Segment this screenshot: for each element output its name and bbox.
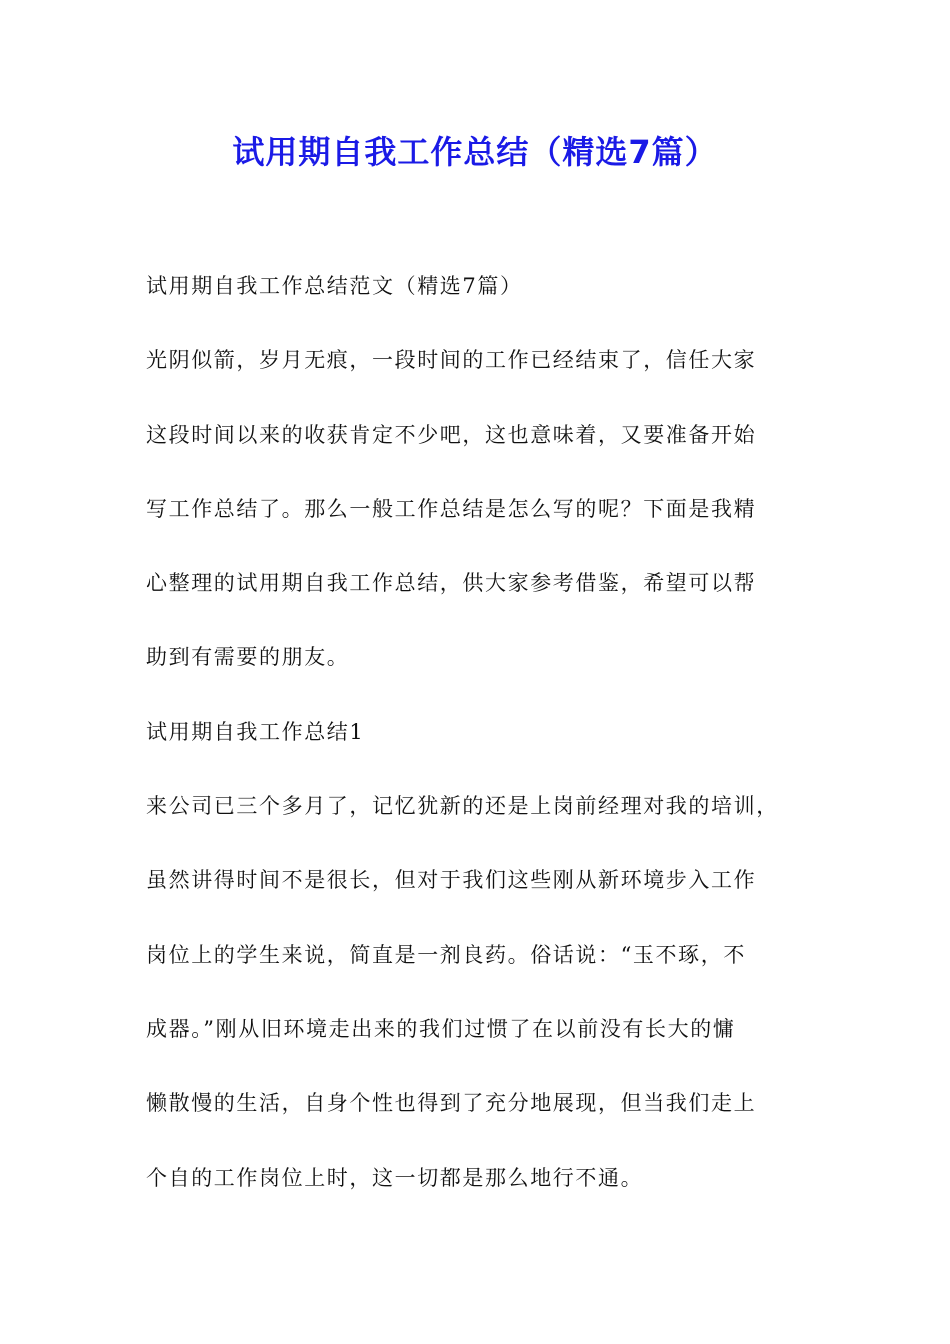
paragraph-line: 来公司已三个多月了，记忆犹新的还是上岗前经理对我的培训， (146, 794, 779, 819)
paragraph-line: 写工作总结了。那么一般工作总结是怎么写的呢？下面是我精 (146, 496, 757, 521)
section-heading: 试用期自我工作总结1 (146, 719, 365, 744)
paragraph-line: 岗位上的学生来说，简直是一剂良药。俗话说：“玉不琢，不 (146, 942, 746, 967)
document-title: 试用期自我工作总结（精选7篇） (232, 133, 718, 171)
subtitle-line: 试用期自我工作总结范文（精选7篇） (146, 274, 523, 298)
paragraph-line: 光阴似箭，岁月无痕，一段时间的工作已经结束了，信任大家 (146, 348, 757, 373)
paragraph-line: 虽然讲得时间不是很长，但对于我们这些刚从新环境步入工作 (146, 868, 757, 893)
paragraph-line: 心整理的试用期自我工作总结，供大家参考借鉴，希望可以帮 (146, 571, 757, 596)
paragraph-line: 助到有需要的朋友。 (146, 645, 350, 670)
paragraph-line: 懒散慢的生活，自身个性也得到了充分地展现，但当我们走上 (146, 1091, 757, 1116)
paragraph-line: 成器。”刚从旧环境走出来的我们过惯了在以前没有长大的慵 (146, 1016, 736, 1041)
paragraph-line: 这段时间以来的收获肯定不少吧，这也意味着，又要准备开始 (146, 422, 757, 447)
paragraph-line: 个自的工作岗位上时，这一切都是那么地行不通。 (146, 1165, 644, 1190)
document-body (146, 262, 836, 1228)
